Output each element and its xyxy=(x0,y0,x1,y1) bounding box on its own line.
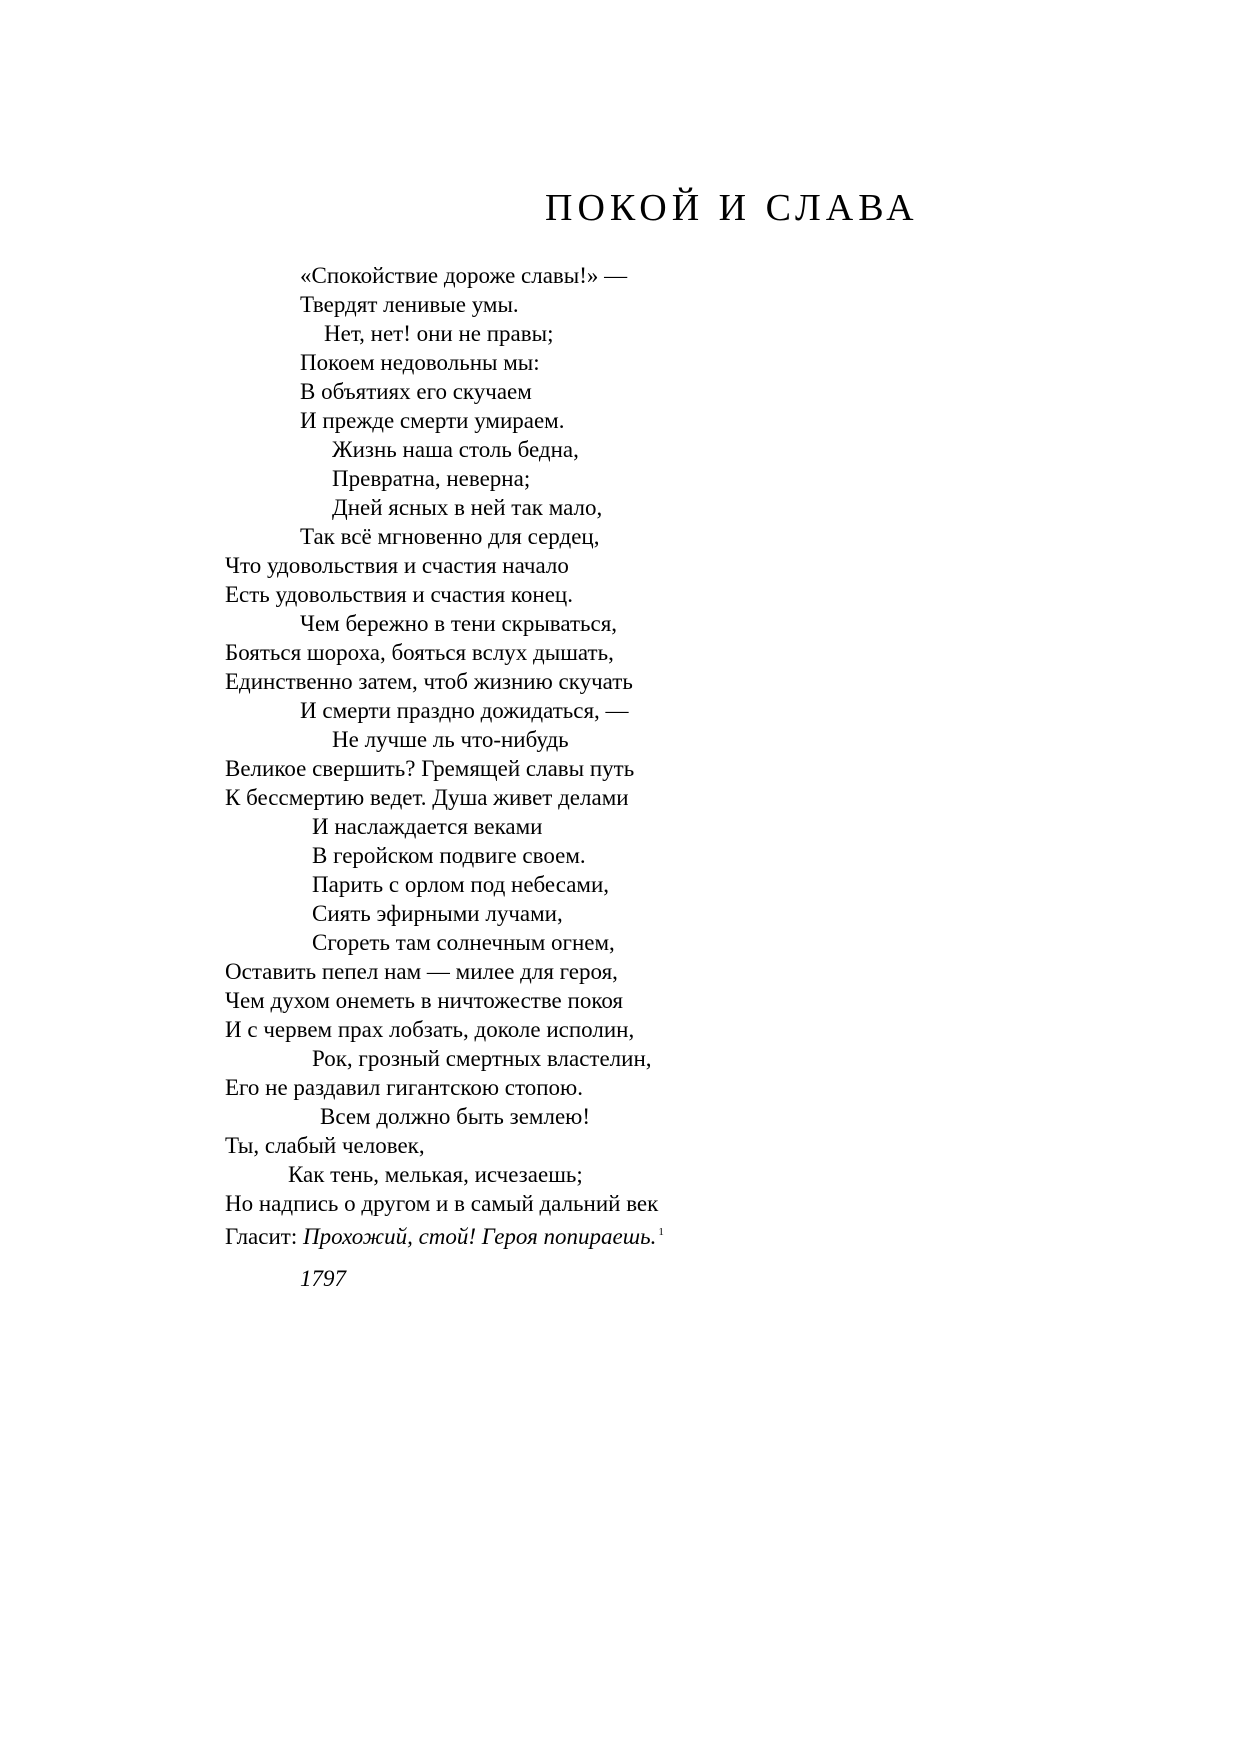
poem-date: 1797 xyxy=(300,1266,346,1291)
poem-line: Не лучше ль что-нибудь xyxy=(332,727,569,752)
poem-line: Рок, грозный смертных властелин, xyxy=(312,1046,652,1071)
poem-line: Но надпись о другом и в самый дальний век xyxy=(225,1191,659,1216)
poem-line: Так всё мгновенно для сердец, xyxy=(300,524,600,549)
poem-line: К бессмертию ведет. Душа живет делами xyxy=(225,785,629,810)
poem-title: ПОКОЙ И СЛАВА xyxy=(545,187,919,230)
poem-line: И с червем прах лобзать, доколе исполин, xyxy=(225,1017,635,1042)
poem-line: Твердят ленивые умы. xyxy=(300,292,519,317)
poem-line: В объятиях его скучаем xyxy=(300,379,532,404)
poem-line: Чем бережно в тени скрываться, xyxy=(300,611,618,636)
poem-line: И наслаждается веками xyxy=(312,814,543,839)
poem-line: Ты, слабый человек, xyxy=(225,1133,425,1158)
poem-line: Как тень, мелькая, исчезаешь; xyxy=(288,1162,583,1187)
poem-line: И смерти праздно дожидаться, — xyxy=(300,698,629,723)
poem-line: Что удовольствия и счастия начало xyxy=(225,553,569,578)
poem-line: Сиять эфирными лучами, xyxy=(312,901,563,926)
poem-line: Покоем недовольны мы: xyxy=(300,350,540,375)
poem-line: Чем духом онеметь в ничтожестве покоя xyxy=(225,988,623,1013)
poem-line: И прежде смерти умираем. xyxy=(300,408,565,433)
poem-body xyxy=(225,261,664,1247)
poem-line: Парить с орлом под небесами, xyxy=(312,872,610,897)
poem-line: В геройском подвиге своем. xyxy=(312,843,586,868)
footnote-marker[interactable]: 1 xyxy=(658,1226,664,1238)
poem-last-line xyxy=(225,1218,664,1247)
poem-last-line-lead: Гласит: xyxy=(225,1224,303,1249)
poem-line: Его не раздавил гигантскою стопою. xyxy=(225,1075,583,1100)
poem-line: «Спокойствие дороже славы!» — xyxy=(300,263,628,288)
poem-line: Единственно затем, чтоб жизнию скучать xyxy=(225,669,633,694)
poem-line: Бояться шороха, бояться вслух дышать, xyxy=(225,640,614,665)
poem-line: Есть удовольствия и счастия конец. xyxy=(225,582,573,607)
poem-line: Нет, нет! они не правы; xyxy=(324,321,554,346)
poem-line: Всем должно быть землею! xyxy=(320,1104,590,1129)
poem-line: Сгореть там солнечным огнем, xyxy=(312,930,615,955)
poem-line: Жизнь наша столь бедна, xyxy=(332,437,579,462)
poem-line: Оставить пепел нам — милее для героя, xyxy=(225,959,618,984)
poem-line: Великое свершить? Гремящей славы путь xyxy=(225,756,635,781)
epitaph-italic: Прохожий, стой! Героя попираешь. xyxy=(302,1224,657,1249)
poem-line: Превратна, неверна; xyxy=(332,466,531,491)
poem-line: Дней ясных в ней так мало, xyxy=(332,495,603,520)
